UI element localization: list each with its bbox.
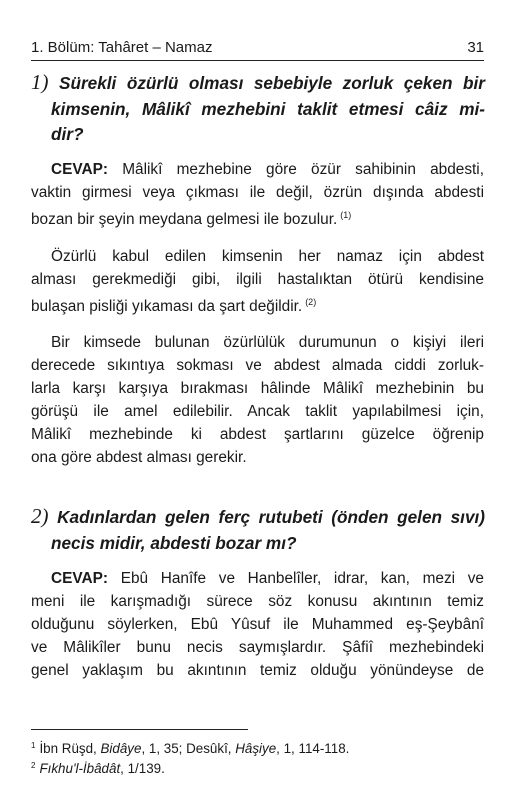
paragraph-line: ona göre abdest alması gerekir. (31, 449, 247, 466)
question-line: Sürekli özürlü olması sebebiyle zorluk çeken bir (59, 73, 485, 93)
paragraph-line: Bir kimsede bulunan özürlülük durumunun o kişiyi ileri (51, 334, 484, 351)
paragraph-line: ve Mâlikîler bunu necis saymışlardır. Şâfiî mezhebindeki (31, 639, 484, 656)
paragraph-line: vaktin girmesi veya çıkması ile değil, özrün dışında abdesti (31, 184, 484, 201)
paragraph-line: larla karşı karşıya bırakması hâlinde Mâlikî mezhebinin bu (31, 380, 484, 397)
footnote-work-title: Fıkhu'l-İbâdât (39, 761, 121, 776)
answer-label: CEVAP: (51, 161, 109, 178)
section-title: 1. Bölüm: Tahâret – Namaz (31, 39, 213, 56)
page-number: 31 (467, 39, 484, 56)
paragraph-3 (31, 331, 484, 469)
footnote-text: İbn Rüşd, (39, 741, 101, 756)
question-2 (31, 504, 485, 556)
question-number: 2) (31, 504, 49, 528)
paragraph-line: bozan bir şeyin meydana gelmesi ile bozulur. (31, 211, 338, 228)
footnote-rule (31, 729, 248, 730)
footnote-mark: 1 (31, 741, 36, 750)
paragraph-line: Mâlikî mezhebine göre özür sahibinin abdesti, (122, 161, 484, 178)
footnote-text: , 1/139. (120, 761, 165, 776)
footnote-ref: (1) (340, 210, 352, 220)
question-line: Kadınlardan gelen ferç rutubeti (önden gelen sıvı) (57, 507, 485, 527)
paragraph-line: bulaşan pisliği yıkaması da şart değildir. (31, 298, 303, 315)
footnote-work-title: Bidâye (100, 741, 142, 756)
paragraph-line: Mâlikî mezhebinde ki abdest şartlarını güzelce öğrenip (31, 426, 484, 443)
footnote-text: , 1, 35; Desûkî, (141, 741, 236, 756)
answer-paragraph-1 (31, 158, 484, 231)
paragraph-line: görüşü ile amel edilebilir. Ancak taklit yapılabilmesi için, (31, 403, 484, 420)
answer-label: CEVAP: (51, 570, 109, 587)
paragraph-line: derecede sıkıntıya sokması ve abdest almada ciddi zorluk- (31, 357, 484, 374)
footnote-2 (31, 757, 484, 778)
question-line: kimsenin, Mâlikî mezhebini taklit etmesi câiz mi- (51, 98, 485, 119)
question-1 (31, 70, 485, 148)
answer-paragraph-2 (31, 567, 484, 682)
paragraph-line: genel yaklaşım bu akıntının temiz olduğu yönündeyse de (31, 662, 484, 679)
paragraph-line: alması gerekmediği gibi, ilgili hastalıktan ötürü kendisine (31, 271, 484, 288)
paragraph-line: meni ile karışmadığı sürece söz konusu akıntının temiz (31, 593, 484, 610)
question-line: necis midir, abdesti bozar mı? (51, 532, 297, 553)
footnote-1 (31, 737, 484, 758)
footnote-work-title: Hâşiye (235, 741, 277, 756)
footnote-ref: (2) (305, 297, 317, 307)
header-rule (31, 60, 484, 61)
running-header (31, 37, 484, 59)
footnote-mark: 2 (31, 761, 36, 770)
question-line: dir? (51, 124, 84, 144)
question-number: 1) (31, 70, 49, 94)
paragraph-2 (31, 245, 484, 318)
paragraph-line: Özürlü kabul edilen kimsenin her namaz için abdest (51, 248, 484, 265)
footnote-text: , 1, 114-118. (276, 741, 350, 756)
paragraph-line: olduğunu söylerken, Ebû Yûsuf ile Muhammed eş-Şeybânî (31, 616, 484, 633)
paragraph-line: Ebû Hanîfe ve Hanbelîler, idrar, kan, mezi ve (120, 570, 484, 587)
